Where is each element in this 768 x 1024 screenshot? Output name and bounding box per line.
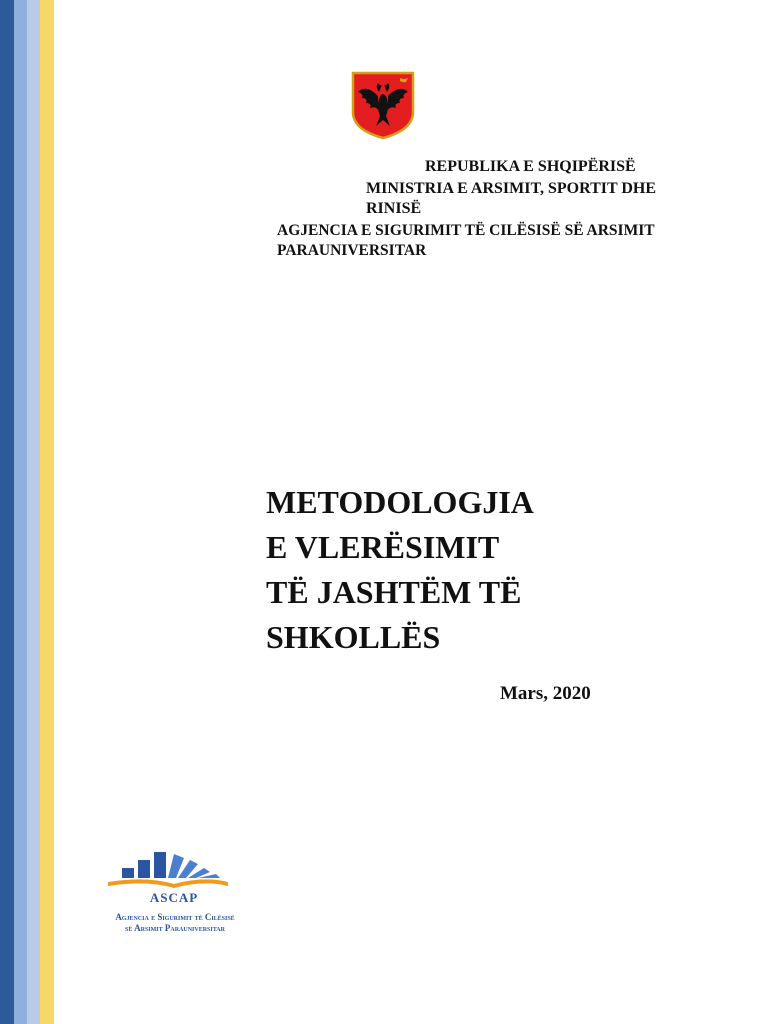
logo-subtitle-line-2: së Arsimit Parauniversitar <box>125 923 225 933</box>
logo-subtitle-line-1: Agjencia e Sigurimit të Cilësisë <box>115 912 235 922</box>
title-line-4: SHKOLLËS <box>266 619 441 655</box>
decorative-stripe-dark-blue <box>0 0 14 1024</box>
header-ministry: MINISTRIA E ARSIMIT, SPORTIT DHE RINISË <box>366 180 657 217</box>
document-title <box>266 480 534 660</box>
header-republic: REPUBLIKA E SHQIPËRISË <box>425 158 636 175</box>
header-agency: AGJENCIA E SIGURIMIT TË CILËSISË SË ARSIMIT PARAUNIVERSITAR <box>277 222 655 259</box>
logo-acronym: ASCAP <box>149 890 199 905</box>
decorative-stripe-light-blue <box>27 0 40 1024</box>
publication-date: Mars, 2020 <box>500 683 591 704</box>
ascap-book-logo-icon <box>108 852 228 888</box>
decorative-stripe-mid-blue <box>14 0 27 1024</box>
title-line-2: E VLERËSIMIT <box>266 529 500 565</box>
logo-subtitle <box>86 912 264 934</box>
albania-coat-of-arms-icon <box>350 70 416 140</box>
title-line-1: METODOLOGJIA <box>266 484 534 520</box>
decorative-stripe-yellow <box>40 0 54 1024</box>
title-line-3: TË JASHTËM TË <box>266 574 522 610</box>
